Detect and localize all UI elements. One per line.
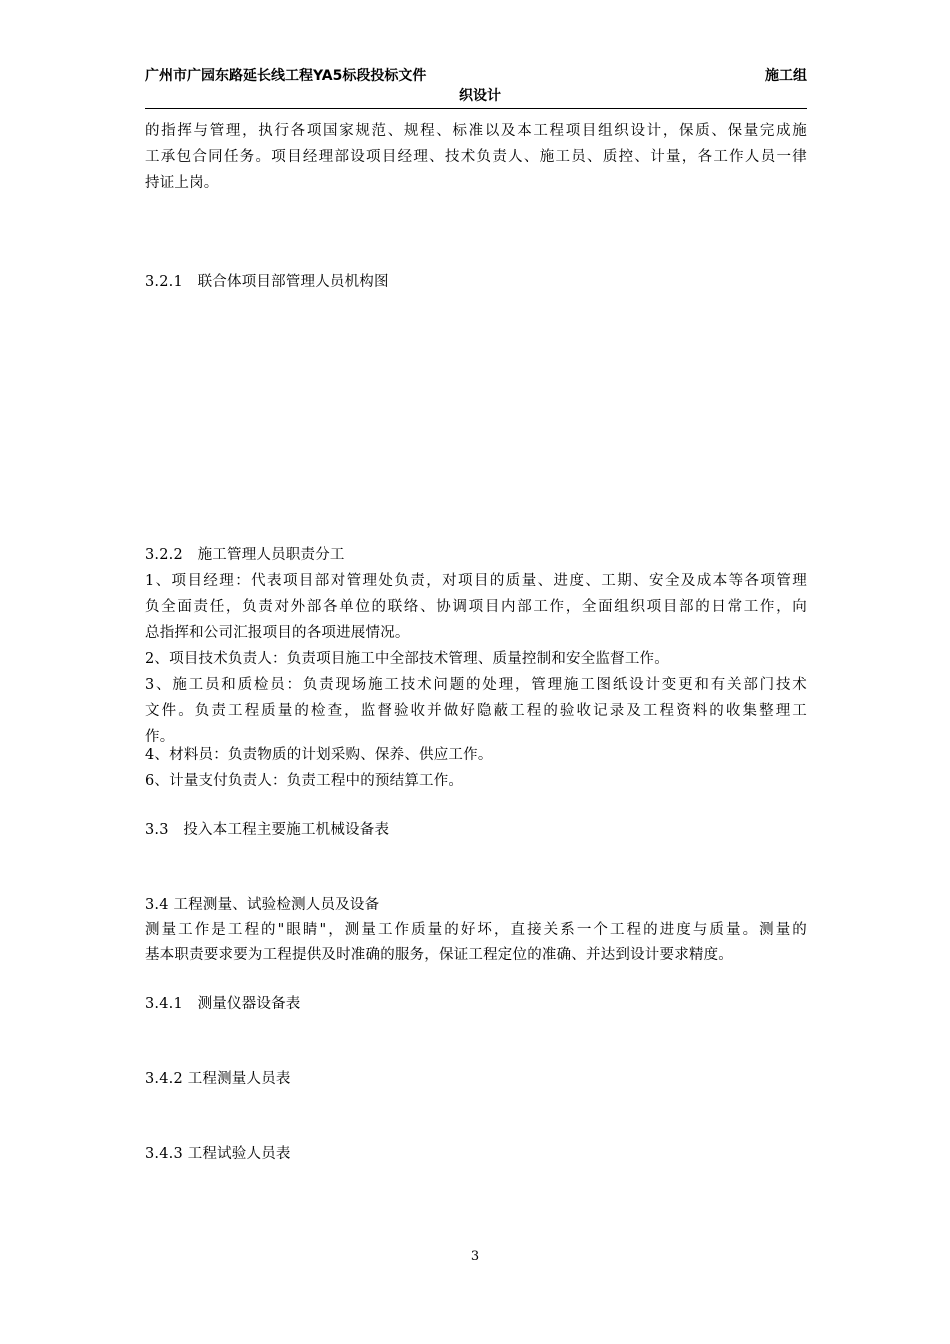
intro-line-2: 工承包合同任务。项目经理部设项目经理、技术负责人、施工员、质控、计量，各工作人员一律	[145, 149, 807, 165]
duty-item-1-line-3: 总指挥和公司汇报项目的各项进展情况。	[145, 625, 410, 641]
duty-item-3-line-3: 作。	[145, 729, 175, 745]
section-heading-3-4-1: 3.4.1 测量仪器设备表	[145, 996, 301, 1012]
duty-item-6: 6、计量支付负责人：负责工程中的预结算工作。	[145, 773, 464, 789]
section-heading-3-4-2: 3.4.2 工程测量人员表	[145, 1071, 291, 1087]
survey-paragraph-line-2: 基本职责要求要为工程提供及时准确的服务，保证工程定位的准确、并达到设计要求精度。	[145, 947, 733, 963]
intro-line-3: 持证上岗。	[145, 175, 219, 191]
section-heading-3-2-1: 3.2.1 联合体项目部管理人员机构图	[145, 274, 389, 290]
intro-line-1: 的指挥与管理，执行各项国家规范、规程、标准以及本工程项目组织设计，保质、保量完成施	[145, 123, 807, 139]
duty-item-3-line-1: 3、施工员和质检员：负责现场施工技术问题的处理，管理施工图纸设计变更和有关部门技术	[145, 677, 807, 693]
page-number: 3	[470, 1249, 480, 1264]
survey-paragraph-line-1: 测量工作是工程的"眼睛"，测量工作质量的好坏，直接关系一个工程的进度与质量。测量的	[145, 922, 807, 938]
header-title-continuation: 织设计	[459, 88, 501, 104]
duty-item-1-line-1: 1、项目经理：代表项目部对管理处负责，对项目的质量、进度、工期、安全及成本等各项管理	[145, 573, 807, 589]
section-heading-3-4-3: 3.4.3 工程试验人员表	[145, 1146, 291, 1162]
duty-item-3-line-2: 文件。负责工程质量的检查，监督验收并做好隐蔽工程的验收记录及工程资料的收集整理工	[145, 703, 807, 719]
duty-item-4: 4、材料员：负责物质的计划采购、保养、供应工作。	[145, 747, 493, 763]
duty-item-1-line-2: 负全面责任，负责对外部各单位的联络、协调项目内部工作，全面组织项目部的日常工作，向	[145, 599, 807, 615]
section-heading-3-2-2: 3.2.2 施工管理人员职责分工	[145, 547, 345, 563]
page-header	[145, 66, 807, 109]
section-heading-3-3: 3.3 投入本工程主要施工机械设备表	[145, 822, 390, 838]
header-section: 施工组	[765, 68, 807, 84]
duty-item-2: 2、项目技术负责人：负责项目施工中全部技术管理、质量控制和安全监督工作。	[145, 651, 669, 667]
header-title: 广州市广园东路延长线工程YA5标段投标文件	[145, 68, 427, 84]
section-heading-3-4: 3.4 工程测量、试验检测人员及设备	[145, 897, 380, 913]
